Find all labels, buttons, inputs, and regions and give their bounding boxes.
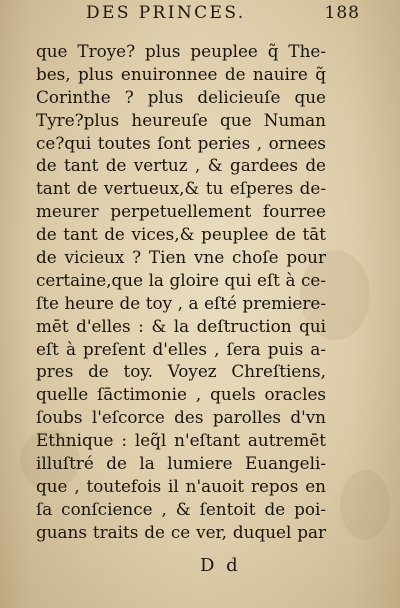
text-line: de tant de vertuz , & gardees de [36,155,326,176]
running-header [86,3,366,29]
text-line: guans traits de ce ver, duquel par [36,521,326,542]
text-line: bes, plus enuironnee de nauire q̃ [36,63,326,84]
paper-stain [340,470,390,540]
page-number: 188 [324,3,360,23]
text-line: tant de vertueux,& tu eſperes de- [36,178,326,199]
text-line: Corinthe ? plus delicieuſe que [36,86,326,107]
signature-mark: D d [200,555,241,576]
text-line: que , toutefois il n'auoit repos en [36,475,326,496]
text-line: ſte heure de toy , a eſté premiere- [36,292,326,313]
text-line: certaine,que la gloire qui eſt à ce- [36,269,326,290]
text-line: pres de toy. Voyez Chreſtiens, [36,361,326,382]
text-line: Tyre?plus heureuſe que Numan [36,109,326,130]
text-line: de vicieux ? Tien vne choſe pour [36,247,326,268]
text-line: quelle ſāctimonie , quels oracles [36,384,326,405]
text-line: ce?qui toutes ſont peries , ornees [36,132,326,153]
text-line: Ethnique : leq̃l n'eſtant autremēt [36,430,326,451]
running-title: DES PRINCES. [86,3,246,23]
text-line: meurer perpetuellement fourree [36,201,326,222]
text-line: ſa conſcience , & ſentoit de poi- [36,498,326,519]
text-line: de tant de vices,& peuplee de tāt [36,224,326,245]
text-line: mēt d'elles : & la deſtruction qui [36,315,326,336]
body-text [36,40,326,544]
text-line: illuſtré de la lumiere Euangeli- [36,453,326,474]
text-line: que Troye? plus peuplee q̃ The- [36,41,326,61]
text-line: eſt à preſent d'elles , ſera puis a- [36,338,326,359]
text-line: ſoubs l'eſcorce des parolles d'vn [36,407,326,428]
